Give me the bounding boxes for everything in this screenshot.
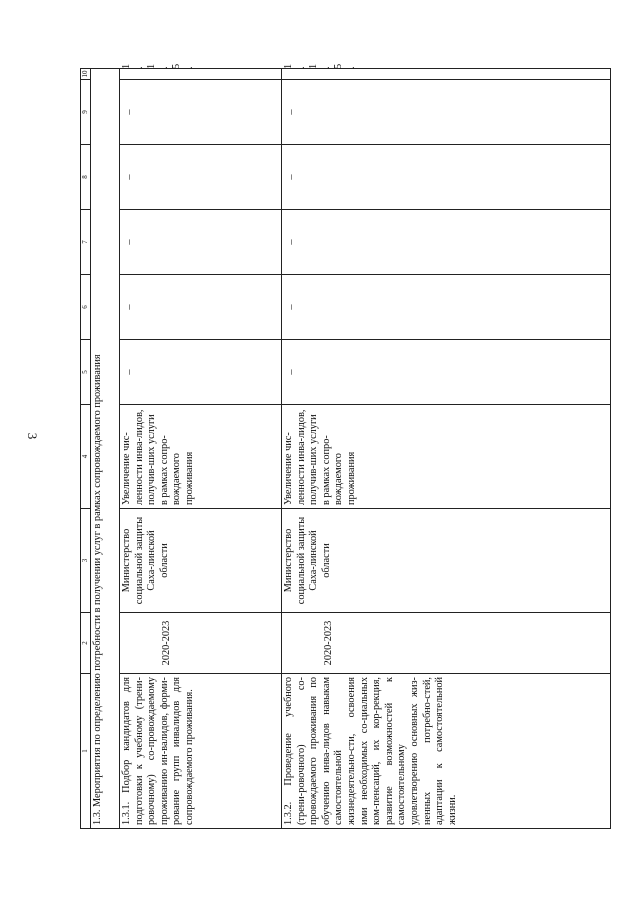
- dash-value: –: [286, 109, 297, 115]
- column-number: 10: [81, 70, 89, 78]
- dash-value: –: [124, 239, 135, 245]
- activity-cell: 1.3.1. Подбор кандидатов для подготовки к учебному (трени-ровочному) со-провождаемому проживанию ин-валидов, форми-рование групп инвалидов для сопровождаемого проживания.: [120, 674, 282, 829]
- activity-cell: 1.3.2. Проведение учебного (трени-ровочного) со-провождаемого проживания по обучению инва-лидов навыкам самостоятельной жизнедеятельно-сти, освоения ими необходимых со-циальных ком-пенсаций, их кор-рекция, развитие возможностей к самостоятельному удовлетворению основных жиз-ненных потребно-стей, адаптации к самостоятельной жизни.: [282, 674, 611, 829]
- column-number-row: [81, 69, 91, 829]
- period-cell: [282, 613, 611, 674]
- period-cell: [120, 613, 282, 674]
- column-number: 5: [81, 340, 91, 405]
- page-number: 3: [25, 432, 40, 440]
- value-cell: [282, 145, 611, 210]
- column-number: 7: [81, 210, 91, 275]
- table-row: [120, 69, 282, 829]
- value-cell: [120, 340, 282, 405]
- result-cell: Увеличение чис-ленности инва-лидов, получив-ших услуги в рамках сопро-вождаемого проживания: [282, 405, 611, 509]
- dash-value: –: [124, 369, 135, 375]
- responsible-cell: Министерство социальной защиты Саха-линской области: [120, 509, 282, 613]
- dash-value: –: [124, 304, 135, 310]
- column-number: 8: [81, 145, 91, 210]
- column-number: 2: [81, 613, 91, 674]
- value-cell: [120, 145, 282, 210]
- dash-value: –: [286, 369, 297, 375]
- value-cell: [120, 275, 282, 340]
- dash-value: –: [286, 304, 297, 310]
- value-cell: [282, 80, 611, 145]
- column-number: 4: [81, 405, 91, 509]
- activities-table: [80, 63, 611, 829]
- column-number: 6: [81, 275, 91, 340]
- reference-cell: 1.1.5.: [282, 69, 611, 80]
- period-value: 2020-2023: [161, 620, 172, 666]
- column-number: 3: [81, 509, 91, 613]
- result-cell: Увеличение чис-ленности инва-лидов, получив-ших услуги в рамках сопро-вождаемого проживания: [120, 405, 282, 509]
- value-cell: [120, 210, 282, 275]
- section-row: [91, 69, 120, 829]
- column-number: 9: [81, 80, 91, 145]
- value-cell: [282, 340, 611, 405]
- dash-value: –: [124, 174, 135, 180]
- responsible-cell: Министерство социальной защиты Саха-линской области: [282, 509, 611, 613]
- column-number: 1: [81, 674, 91, 829]
- dash-value: –: [286, 174, 297, 180]
- period-value: 2020-2023: [323, 620, 334, 666]
- table-row: [282, 69, 611, 829]
- rotated-table-wrapper: [80, 63, 608, 829]
- dash-value: –: [286, 239, 297, 245]
- value-cell: [282, 210, 611, 275]
- section-heading: 1.3. Мероприятия по определению потребности в получении услуг в рамках сопровождаемого проживания: [91, 69, 120, 829]
- dash-value: –: [124, 109, 135, 115]
- value-cell: [120, 80, 282, 145]
- reference-cell: 1.1.5.: [120, 69, 282, 80]
- value-cell: [282, 275, 611, 340]
